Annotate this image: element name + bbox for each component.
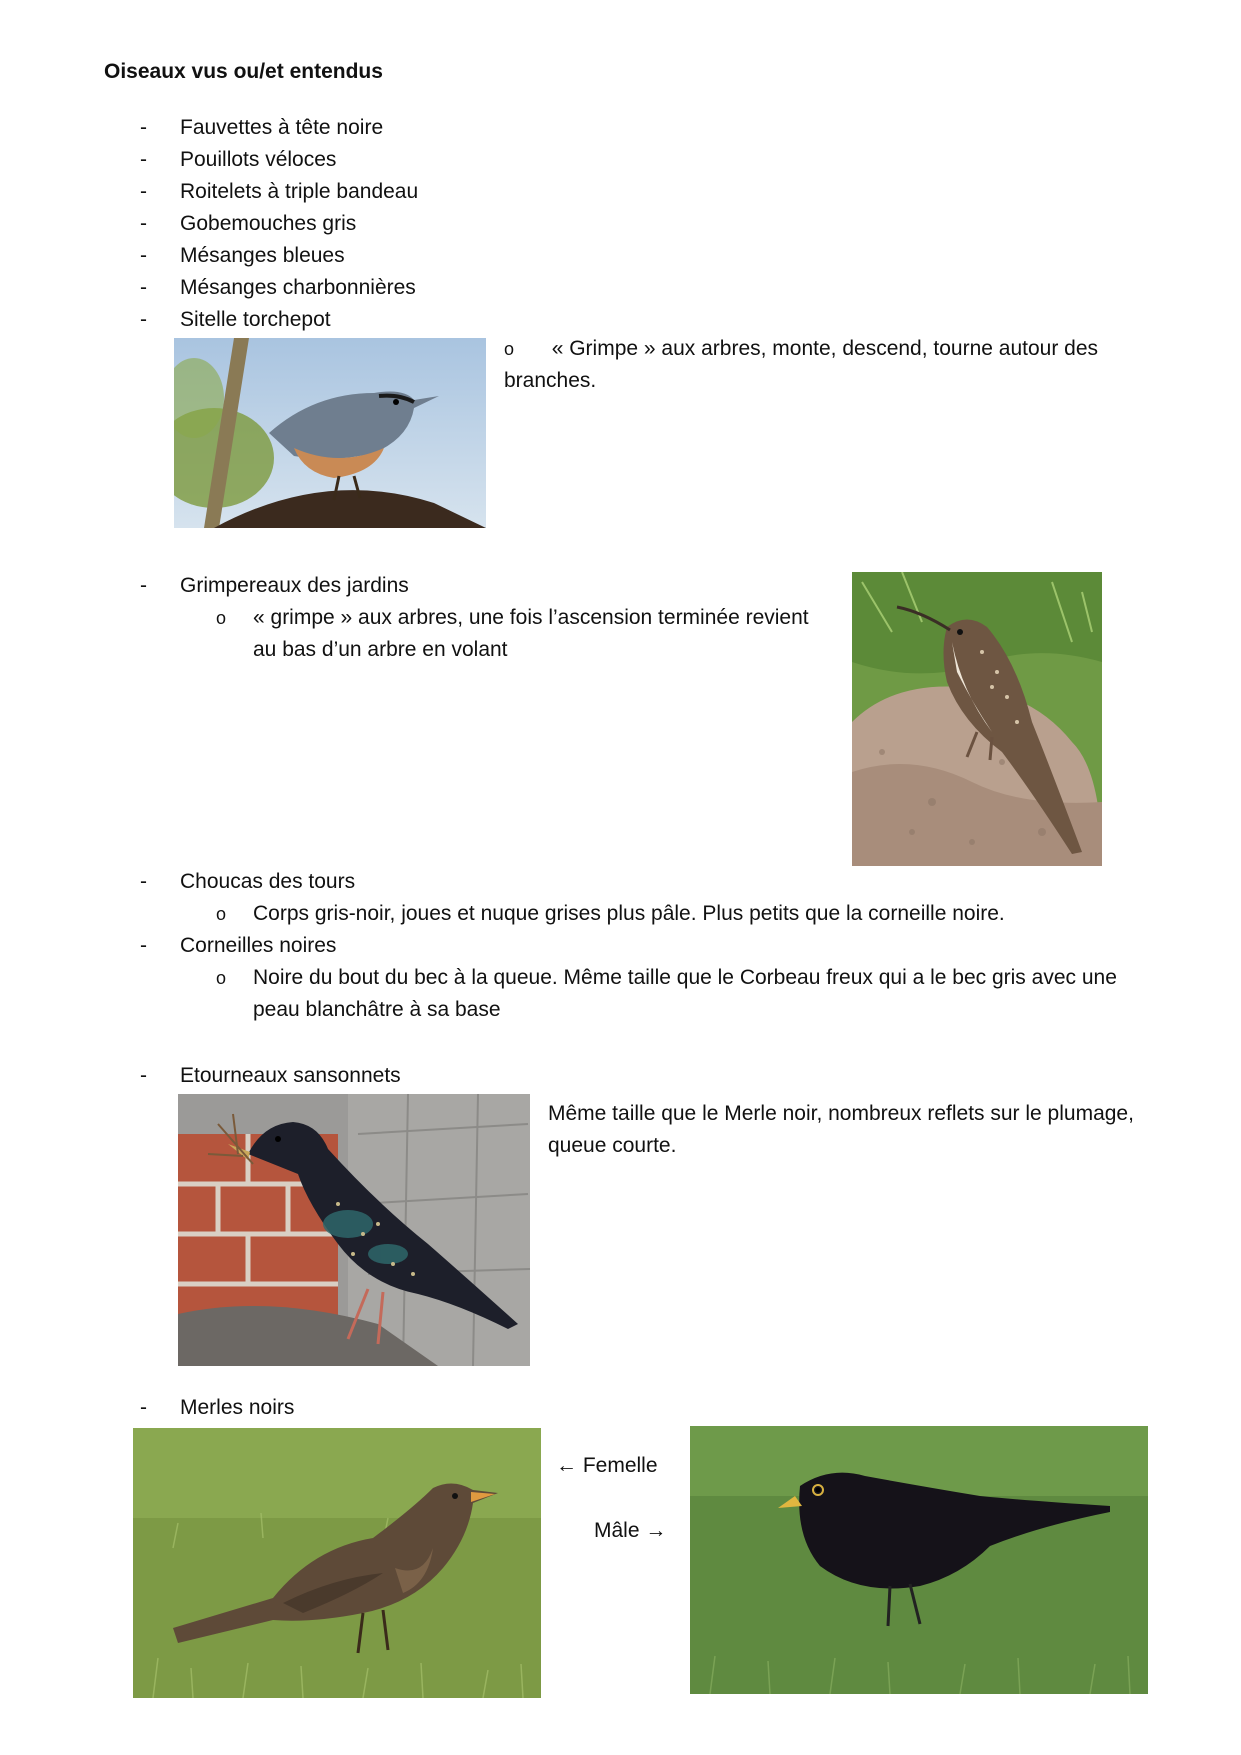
grimpereau-note — [216, 602, 816, 666]
dash-bullet: - — [140, 1064, 147, 1087]
list-item-label: Choucas des tours — [180, 870, 356, 893]
choucas-note-text: Corps gris-noir, joues et nuque grises plus pâle. Plus petits que la corneille noire. — [253, 902, 1005, 925]
list-item-label: Pouillots véloces — [180, 148, 337, 171]
list-item-label: Fauvettes à tête noire — [180, 116, 384, 139]
etourneaux-note-line-1: Même taille que le Merle noir, nombreux reflets sur le plumage, — [548, 1102, 1134, 1125]
circle-bullet: o — [216, 968, 227, 988]
etourneaux-note-line-2: queue courte. — [548, 1134, 677, 1157]
grimpereau-note-line-1: « grimpe » aux arbres, une fois l’ascension terminée revient — [253, 606, 809, 629]
list-item — [140, 112, 384, 144]
circle-bullet: o — [216, 608, 227, 628]
list-item — [140, 208, 357, 240]
corneilles-note-line-2: peau blanchâtre à sa base — [253, 998, 501, 1021]
list-item — [140, 1392, 840, 1424]
list-item — [140, 144, 337, 176]
list-item-label: Mésanges charbonnières — [180, 276, 416, 299]
list-item — [140, 176, 419, 208]
dash-bullet: - — [140, 148, 147, 171]
list-item — [140, 866, 840, 898]
male-label: Mâle → — [594, 1519, 667, 1542]
treecreeper-photo — [852, 572, 1102, 866]
dash-bullet: - — [140, 308, 147, 331]
dash-bullet: - — [140, 180, 147, 203]
choucas-note — [216, 898, 1216, 930]
list-item — [140, 1060, 840, 1092]
list-item — [140, 930, 840, 962]
dash-bullet: - — [140, 212, 147, 235]
etourneaux-note — [548, 1098, 1228, 1162]
list-item-label: Gobemouches gris — [180, 212, 357, 235]
list-item-label: Etourneaux sansonnets — [180, 1064, 401, 1087]
list-item-label: Mésanges bleues — [180, 244, 345, 267]
list-item-label: Grimpereaux des jardins — [180, 574, 409, 597]
female-blackbird-photo — [133, 1428, 541, 1698]
list-item-label: Corneilles noires — [180, 934, 337, 957]
circle-bullet: o — [216, 904, 227, 924]
dash-bullet: - — [140, 574, 147, 597]
corneilles-note — [216, 962, 1226, 1026]
list-item — [140, 272, 416, 304]
list-item — [140, 570, 840, 602]
sitelle-note-line-2: branches. — [504, 369, 597, 392]
corneilles-note-line-1: Noire du bout du bec à la queue. Même taille que le Corbeau freux qui a le bec gris avec une — [253, 966, 1117, 989]
list-item-label: Roitelets à triple bandeau — [180, 180, 419, 203]
nuthatch-photo — [174, 338, 486, 528]
list-item-label: Sitelle torchepot — [180, 308, 331, 331]
male-blackbird-photo — [690, 1426, 1148, 1694]
femelle-label: ← Femelle — [556, 1454, 658, 1477]
page-title: Oiseaux vus ou/et entendus — [104, 60, 383, 83]
sitelle-note — [504, 333, 1124, 397]
starling-photo — [178, 1094, 530, 1366]
dash-bullet: - — [140, 870, 147, 893]
grimpereau-note-line-2: au bas d’un arbre en volant — [253, 638, 508, 661]
dash-bullet: - — [140, 934, 147, 957]
sitelle-note-line-1: « Grimpe » aux arbres, monte, descend, tourne autour des — [551, 337, 1099, 360]
dash-bullet: - — [140, 116, 147, 139]
dash-bullet: - — [140, 244, 147, 267]
list-item-label: Merles noirs — [180, 1396, 295, 1419]
list-item — [140, 304, 331, 336]
bird-list — [140, 112, 419, 336]
circle-bullet: o — [504, 339, 515, 359]
dash-bullet: - — [140, 1396, 147, 1419]
dash-bullet: - — [140, 276, 147, 299]
list-item — [140, 240, 345, 272]
